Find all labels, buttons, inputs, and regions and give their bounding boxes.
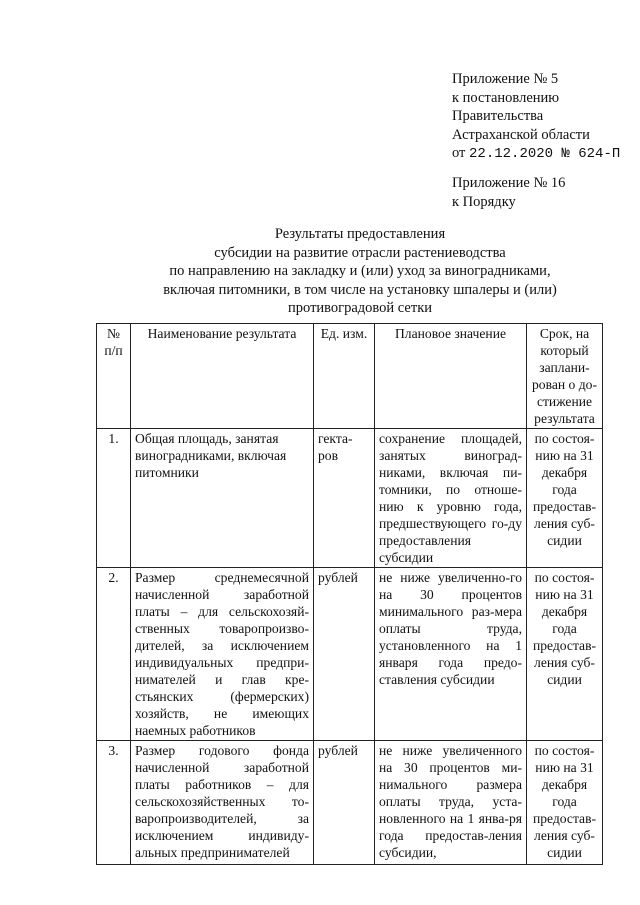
header-plan: Плановое значение (375, 324, 527, 429)
table-header-row (97, 324, 603, 429)
result-term: по состоя-нию на 31 декабря года предостав-ления суб-сидии (527, 741, 603, 865)
header-unit: Ед. изм. (314, 324, 375, 429)
appendix2-line: Приложение № 16 (452, 175, 566, 191)
title-line: Результаты предоставления (274, 226, 446, 242)
appendix-line: к постановлению (452, 89, 560, 106)
appendix-line: Правительства (452, 108, 544, 125)
title-line: противоградовой сетки (288, 300, 432, 317)
appendix-5-block (452, 70, 620, 164)
title-line: включая питомники, в том числе на установку шпалеры и (или) (163, 281, 557, 298)
appendix-date-line (452, 144, 620, 164)
result-plan: сохранение площадей, занятых виноград-никами, включая пи-томники, по отноше-нию к уровню года, предшествующего го-ду предоставления субсидии (375, 429, 527, 568)
document-title (100, 225, 620, 318)
appendix-16-block (452, 174, 565, 211)
row-number: 3. (97, 741, 131, 865)
result-unit: гекта-ров (314, 429, 375, 568)
title-line: субсидии на развитие отрасли растениеводства (214, 244, 506, 261)
header-term: Срок, на который заплани-рован о до-стижение результата (527, 324, 603, 429)
date-stamp: 22.12.2020 № 624-П (469, 146, 621, 163)
result-plan: не ниже увеличенного на 30 процентов ми-нимального размера оплаты труда, уста-новленного на 1 янва-ря года предостав-ления субсидии, (375, 741, 527, 865)
result-plan: не ниже увеличенно-го на 30 процентов минимального раз-мера оплаты труда, установленного на 1 января года предо-ставления субсидии (375, 568, 527, 741)
table-row (97, 568, 603, 741)
result-name: Размер среднемесячной начисленной заработной платы – для сельскохозяй-ственных товаропроизво-дителей, за исключением индивидуальных предпри-нимателей и глав кре-стьянских (фермерских) хозяйств, не имеющих наемных работников (131, 568, 314, 741)
date-prefix: от (452, 145, 466, 162)
result-term: по состоя-нию на 31 декабря года предостав-ления суб-сидии (527, 568, 603, 741)
result-name: Размер годового фонда начисленной заработной платы работников – для сельскохозяйственных то-варопроизводителей, за исключением индивиду-альных предпринимателей (131, 741, 314, 865)
result-term: по состоя-нию на 31 декабря года предостав-ления суб-сидии (527, 429, 603, 568)
result-unit: рублей (314, 568, 375, 741)
header-name: Наименование результата (131, 324, 314, 429)
header-num: № п/п (97, 324, 131, 429)
result-name: Общая площадь, занятая виноградниками, включая питомники (131, 429, 314, 568)
title-line: по направлению на закладку и (или) уход за виноградниками, (169, 263, 551, 280)
row-number: 1. (97, 429, 131, 568)
row-number: 2. (97, 568, 131, 741)
table-row (97, 429, 603, 568)
result-unit: рублей (314, 741, 375, 865)
appendix-line: Приложение № 5 (452, 71, 559, 87)
table-row (97, 741, 603, 865)
results-table (96, 323, 603, 865)
appendix-line: Астраханской области (452, 126, 590, 143)
appendix2-line: к Порядку (452, 193, 516, 210)
